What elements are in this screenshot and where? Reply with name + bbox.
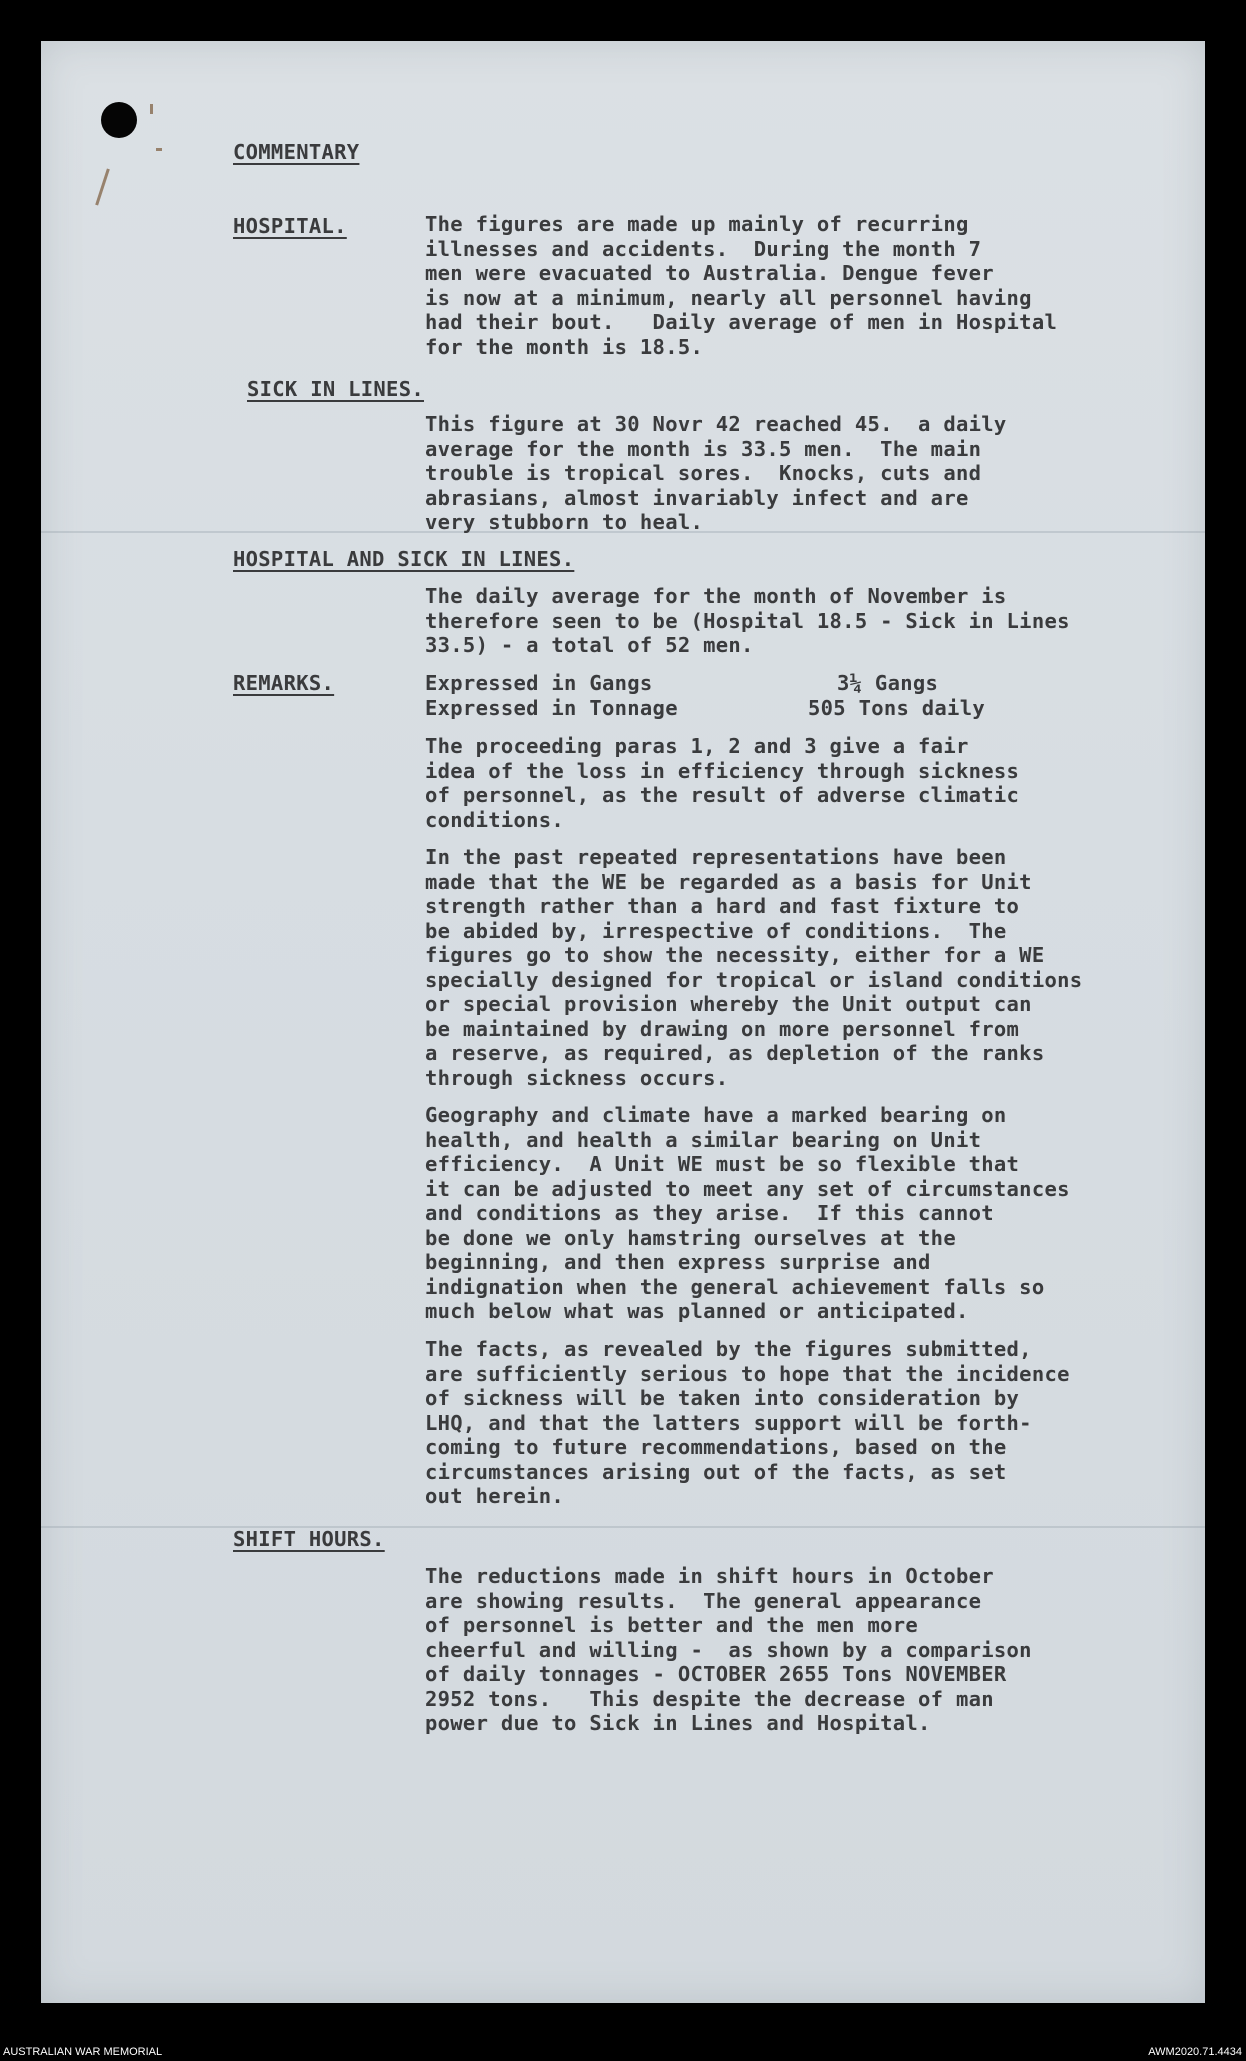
text-line: abrasians, almost invariably infect and are: [425, 485, 969, 510]
rust-mark: [156, 148, 162, 151]
text-line: idea of the loss in efficiency through sickness: [425, 758, 1020, 783]
shift-hours-heading: SHIFT HOURS.: [233, 1527, 385, 1551]
text-line: for the month is 18.5.: [425, 334, 704, 359]
text-line: cheerful and willing - as shown by a comparison: [425, 1637, 1032, 1662]
text-line: of personnel, as the result of adverse climatic: [425, 783, 1020, 807]
hospital-and-sick-heading: HOSPITAL AND SICK IN LINES.: [233, 547, 575, 571]
text-line: The figures are made up mainly of recurring: [425, 212, 969, 236]
rust-mark: [150, 104, 153, 114]
text-line: it can be adjusted to meet any set of circumstances: [425, 1176, 1070, 1201]
punch-hole: [101, 102, 137, 138]
text-line: are sufficiently serious to hope that the incidence: [425, 1361, 1070, 1386]
text-line: efficiency. A Unit WE must be so flexible that: [425, 1152, 1020, 1176]
text-line: of sickness will be taken into consideration by: [425, 1386, 1020, 1410]
text-line: much below what was planned or anticipated.: [425, 1299, 969, 1323]
text-line: therefore seen to be (Hospital 18.5 - Sick in Lines: [425, 608, 1070, 633]
text-line: very stubborn to heal.: [425, 510, 704, 534]
text-line: of daily tonnages - OCTOBER 2655 Tons NOVEMBER: [425, 1662, 1007, 1686]
text-line: figures go to show the necessity, either for a WE: [425, 943, 1045, 967]
text-line: The proceeding paras 1, 2 and 3 give a fair: [425, 734, 969, 758]
text-line: is now at a minimum, nearly all personnel having: [425, 285, 1032, 310]
text-line: 33.5) - a total of 52 men.: [425, 633, 754, 657]
gangs-label: Expressed in Gangs: [425, 671, 653, 695]
text-line: out herein.: [425, 1484, 565, 1508]
text-line: The reductions made in shift hours in October: [425, 1564, 994, 1588]
text-line: a reserve, as required, as depletion of the ranks: [425, 1041, 1045, 1065]
text-line: Geography and climate have a marked bearing on: [425, 1103, 1007, 1127]
text-line: This figure at 30 Novr 42 reached 45. a daily: [425, 412, 1007, 436]
remarks-heading: REMARKS.: [233, 671, 335, 695]
text-line: average for the month is 33.5 men. The main: [425, 436, 982, 461]
text-line: had their bout. Daily average of men in Hospital: [425, 310, 1058, 334]
footer-catalogue-number: AWM2020.71.4434: [1148, 2046, 1242, 2058]
text-line: through sickness occurs.: [425, 1065, 729, 1090]
tonnage-label: Expressed in Tonnage: [425, 696, 678, 720]
tonnage-value: 505 Tons daily: [808, 696, 985, 720]
text-line: strength rather than a hard and fast fixture to: [425, 894, 1020, 918]
text-line: of personnel is better and the men more: [425, 1613, 919, 1637]
text-line: LHQ, and that the latters support will be forth-: [425, 1410, 1032, 1435]
text-line: circumstances arising out of the facts, as set: [425, 1459, 1007, 1484]
paper-fold-line: [41, 1526, 1205, 1528]
text-line: trouble is tropical sores. Knocks, cuts and: [425, 461, 982, 485]
text-line: The facts, as revealed by the figures submitted,: [425, 1337, 1032, 1361]
hospital-heading: HOSPITAL.: [233, 214, 347, 238]
text-line: health, and health a similar bearing on Unit: [425, 1127, 982, 1152]
text-line: conditions.: [425, 807, 565, 832]
text-line: be maintained by drawing on more personnel from: [425, 1016, 1020, 1041]
text-line: power due to Sick in Lines and Hospital.: [425, 1711, 931, 1735]
text-line: In the past repeated representations have been: [425, 845, 1007, 869]
text-line: indignation when the general achievement falls so: [425, 1274, 1045, 1299]
text-line: be done we only hamstring ourselves at the: [425, 1225, 956, 1250]
footer-source-label: AUSTRALIAN WAR MEMORIAL: [3, 2046, 163, 2058]
text-line: specially designed for tropical or island conditions: [425, 967, 1083, 992]
text-line: coming to future recommendations, based on the: [425, 1435, 1007, 1459]
text-line: or special provision whereby the Unit output can: [425, 992, 1032, 1016]
text-line: beginning, and then express surprise and: [425, 1250, 931, 1274]
text-line: illnesses and accidents. During the month 7: [425, 236, 982, 261]
gangs-value: 3¼ Gangs: [837, 671, 939, 695]
text-line: men were evacuated to Australia. Dengue fever: [425, 261, 994, 285]
sick-in-lines-heading: SICK IN LINES.: [247, 377, 424, 401]
text-line: be abided by, irrespective of conditions. The: [425, 918, 1007, 943]
text-line: 2952 tons. This despite the decrease of man: [425, 1686, 994, 1711]
commentary-heading: COMMENTARY: [233, 140, 360, 164]
text-line: are showing results. The general appearance: [425, 1588, 982, 1613]
text-line: and conditions as they arise. If this cannot: [425, 1201, 994, 1225]
text-line: The daily average for the month of November is: [425, 584, 1007, 608]
text-line: made that the WE be regarded as a basis for Unit: [425, 869, 1032, 894]
